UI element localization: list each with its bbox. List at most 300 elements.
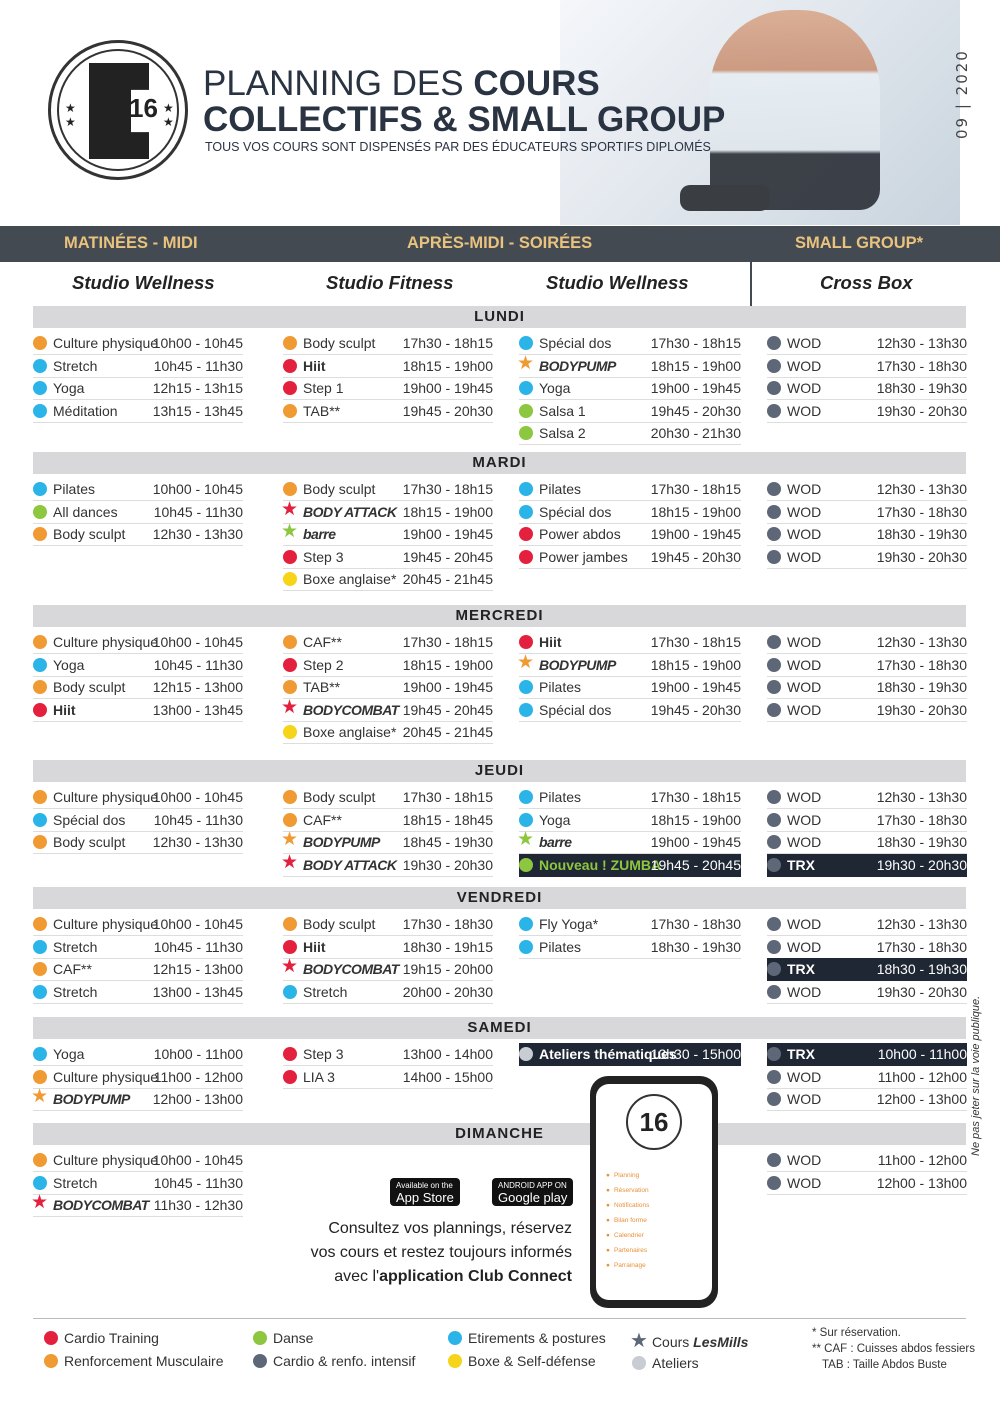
class-name: WOD [787,938,822,955]
class-slot [519,1043,741,1066]
class-slot [283,958,493,981]
app-menu-item[interactable] [606,1228,653,1243]
class-slot [519,400,741,423]
class-time: 10h45 - 11h30 [153,811,243,828]
class-time: 12h30 - 13h30 [152,526,243,543]
class-name: BODY ATTACK [303,503,397,520]
class-time: 19h00 - 19h45 [402,526,493,543]
class-name: BODYCOMBAT [53,1197,149,1214]
studio-wellness-am: Studio Wellness [72,272,215,293]
class-name: WOD [787,1152,822,1168]
class-name: BODYPUMP [303,834,380,851]
class-time: 10h00 - 11h00 [153,1046,243,1062]
class-time: 17h30 - 18h15 [650,335,741,351]
class-name: WOD [787,916,822,932]
category-dot [33,985,47,999]
star-icon: ★ ★ [65,101,76,129]
class-slot [33,1172,243,1195]
category-dot [283,359,297,373]
class-time: 10h00 - 10h45 [152,789,243,805]
class-name: Pilates [539,789,582,805]
class-slot [33,958,243,981]
class-slot [767,854,967,877]
category-dot [33,1153,47,1167]
category-dot [283,680,297,694]
category-dot [283,404,297,418]
class-name: WOD [787,335,822,351]
class-time: 19h30 - 20h30 [876,548,967,565]
class-time: 11h30 - 12h30 [153,1197,243,1214]
star-icon: ★ [281,521,299,543]
class-slot [519,332,741,355]
class-name: Nouveau ! ZUMBA [539,856,662,873]
legend-cardio-renfo: Cardio & renfo. intensif [253,1353,415,1369]
class-name: WOD [787,357,822,374]
category-dot [33,1047,47,1061]
class-slot [519,501,741,524]
class-name: Culture physique [53,789,159,805]
class-slot [33,913,243,936]
category-dot [283,336,297,350]
class-time: 19h15 - 20h00 [402,961,493,978]
day-header-vendredi: VENDREDI [33,887,966,909]
class-time: 10h00 - 10h45 [152,481,243,497]
class-name: Body sculpt [303,481,376,497]
category-dot [33,917,47,931]
google-play-badge[interactable] [492,1178,573,1206]
class-slot [767,913,967,936]
class-slot [33,654,243,677]
class-slot [519,831,741,854]
class-slot [283,721,493,744]
class-name: barre [539,834,572,851]
class-time: 17h30 - 18h30 [876,503,967,520]
class-name: WOD [787,834,822,851]
category-dot [519,550,533,564]
class-time: 12h00 - 13h00 [152,1091,243,1108]
menu-bullet-icon: ● [606,1247,610,1254]
class-time: 10h45 - 11h30 [153,1174,243,1191]
menu-label: Parrainage [613,1262,646,1269]
category-dot [283,482,297,496]
class-slot [767,546,967,569]
class-slot [519,676,741,699]
star-icon: ★ [281,851,299,873]
class-slot [33,1066,243,1089]
class-slot [33,1088,243,1111]
logo-number: 16 [129,93,158,123]
promo-line: avec l'application Club Connect [334,1268,572,1285]
category-dot [767,940,781,954]
class-name: Culture physique [53,916,159,932]
class-slot [767,958,967,981]
menu-label: Bilan forme [613,1217,647,1224]
class-slot [519,546,741,569]
category-dot [283,917,297,931]
class-slot [767,1149,967,1172]
class-name: Power abdos [539,526,621,543]
class-time: 20h45 - 21h45 [402,724,493,741]
category-dot [767,835,781,849]
class-name: All dances [53,503,118,520]
class-name: WOD [787,548,822,565]
class-name: WOD [787,380,822,397]
app-menu-item[interactable] [606,1183,653,1198]
class-time: 19h30 - 20h30 [876,983,967,1000]
google-play-small: ANDROID APP ON [498,1181,567,1190]
class-time: 19h00 - 19h45 [650,526,741,543]
class-name: WOD [787,983,822,1000]
class-name: WOD [787,1068,822,1085]
legend-divider [33,1318,966,1319]
app-menu-item[interactable] [606,1198,653,1213]
class-time: 17h30 - 18h15 [650,481,741,497]
class-time: 18h15 - 19h00 [402,357,493,374]
app-store-badge[interactable] [390,1178,460,1206]
class-time: 19h45 - 20h30 [402,402,493,419]
category-dot [767,635,781,649]
class-name: Pilates [539,481,582,497]
app-menu-item[interactable] [606,1258,653,1273]
category-dot [283,1047,297,1061]
category-dot [519,790,533,804]
menu-bullet-icon: ● [606,1232,610,1239]
category-dot [519,917,533,931]
category-dot [33,336,47,350]
class-name: Hiit [539,634,562,650]
category-dot [283,940,297,954]
category-dot [283,725,297,739]
class-name: Ateliers thématiques [539,1046,677,1062]
category-dot [519,703,533,717]
category-dot [33,790,47,804]
class-slot [767,400,967,423]
menu-bullet-icon: ● [606,1187,610,1194]
class-slot [283,523,493,546]
class-name: TAB** [303,402,341,419]
page-title-line1: PLANNING DES COURS [203,64,600,103]
class-name: WOD [787,481,822,497]
menu-label: Calendrier [613,1232,644,1239]
category-dot [283,658,297,672]
class-name: Pilates [539,679,582,696]
category-dot [283,550,297,564]
category-dot [767,527,781,541]
legend-ateliers: Ateliers [632,1355,699,1371]
category-dot [767,1092,781,1106]
class-time: 12h30 - 13h30 [876,789,967,805]
page-subtitle: TOUS VOS COURS SONT DISPENSÉS PAR DES ÉDUCATEURS SPORTIFS DIPLOMÉS [205,140,711,154]
class-slot [767,676,967,699]
class-time: 12h15 - 13h15 [152,380,243,397]
class-slot [33,936,243,959]
class-slot [767,501,967,524]
athlete-figure [710,10,880,210]
class-slot [33,400,243,423]
class-name: Salsa 2 [539,425,586,442]
phone-mockup [590,1076,718,1308]
class-time: 19h00 - 19h45 [650,834,741,851]
day-header-dimanche: DIMANCHE [33,1123,966,1145]
class-time: 19h00 - 19h45 [402,679,493,696]
class-name: WOD [787,634,822,650]
class-name: BODYPUMP [539,357,616,374]
class-slot [33,831,243,854]
category-dot [283,635,297,649]
class-name: Yoga [539,811,571,828]
class-name: Yoga [53,1046,85,1062]
band-small-group: SMALL GROUP* [795,234,924,252]
class-name: Culture physique [53,634,159,650]
class-time: 19h45 - 20h45 [650,856,741,873]
header [0,0,1000,225]
class-name: BODYCOMBAT [303,961,399,978]
phone-screen [596,1084,712,1300]
category-dot [767,790,781,804]
class-name: Boxe anglaise* [303,571,397,588]
class-time: 11h00 - 12h00 [877,1068,967,1085]
class-time: 17h30 - 18h30 [876,357,967,374]
class-time: 18h30 - 19h30 [876,679,967,696]
class-name: WOD [787,402,822,419]
footnote: TAB : Taille Abdos Buste [822,1359,947,1371]
category-dot [33,482,47,496]
app-menu-item[interactable] [606,1168,653,1183]
class-time: 17h30 - 18h15 [402,634,493,650]
class-slot [33,676,243,699]
class-time: 19h45 - 20h30 [650,402,741,419]
class-time: 18h15 - 19h00 [650,811,741,828]
class-time: 10h45 - 11h30 [153,357,243,374]
category-dot [767,505,781,519]
category-dot [767,1047,781,1061]
menu-bullet-icon: ● [606,1172,610,1179]
class-time: 18h15 - 19h00 [402,503,493,520]
class-slot [767,831,967,854]
class-name: Body sculpt [303,789,376,805]
class-slot [33,631,243,654]
class-slot [519,913,741,936]
class-slot [283,786,493,809]
class-time: 13h00 - 13h45 [152,701,243,718]
class-slot [283,631,493,654]
class-slot [767,355,967,378]
app-menu-item[interactable] [606,1213,653,1228]
menu-bullet-icon: ● [606,1262,610,1269]
category-dot [33,505,47,519]
class-name: Stretch [53,983,98,1000]
category-dot [767,1176,781,1190]
star-icon: ★ [281,696,299,718]
class-name: LIA 3 [303,1068,335,1085]
category-dot [33,962,47,976]
category-dot [767,985,781,999]
class-slot [33,1043,243,1066]
class-slot [519,809,741,832]
class-name: Culture physique [53,1152,159,1168]
class-time: 19h00 - 19h45 [650,679,741,696]
category-dot [767,1070,781,1084]
class-name: TRX [787,1046,815,1062]
class-slot [33,1194,243,1217]
class-time: 19h45 - 20h30 [650,701,741,718]
class-time: 13h15 - 13h45 [152,402,243,419]
day-header-samedi: SAMEDI [33,1017,966,1039]
class-name: Body sculpt [53,526,126,543]
class-time: 17h30 - 18h15 [402,481,493,497]
app-menu-item[interactable] [606,1243,653,1258]
category-dot [519,336,533,350]
class-name: WOD [787,526,822,543]
class-time: 17h30 - 18h30 [876,811,967,828]
class-time: 13h30 - 15h00 [650,1046,741,1062]
class-slot [519,523,741,546]
category-dot [33,527,47,541]
class-slot [33,355,243,378]
google-play-label: Google play [498,1190,568,1205]
menu-label: Réservation [613,1187,649,1194]
class-name: Yoga [53,380,85,397]
day-header-mardi: MARDI [33,452,966,474]
star-icon: ★ [281,956,299,978]
class-name: WOD [787,1091,822,1108]
category-dot [283,813,297,827]
category-dot [767,658,781,672]
category-dot [519,482,533,496]
class-name: Stretch [53,938,98,955]
category-dot [767,1153,781,1167]
class-time: 17h30 - 18h30 [650,916,741,932]
category-dot [767,381,781,395]
category-dot [283,985,297,999]
class-slot [767,1066,967,1089]
class-slot [281,851,493,877]
class-name: barre [303,526,336,543]
category-dot [767,359,781,373]
class-slot [283,1043,493,1066]
class-time: 19h30 - 20h30 [876,701,967,718]
legend-danse: Danse [253,1330,313,1346]
class-time: 18h30 - 19h30 [876,526,967,543]
class-time: 11h00 - 12h00 [877,1152,967,1168]
legend-renfo: Renforcement Musculaire [44,1353,224,1369]
class-name: WOD [787,701,822,718]
class-name: Pilates [539,938,582,955]
class-slot [767,478,967,501]
category-dot [33,813,47,827]
class-name: Méditation [53,402,118,419]
category-dot [519,404,533,418]
star-icon: ★ [517,352,535,374]
class-time: 11h00 - 12h00 [153,1068,243,1085]
class-name: Hiit [303,938,326,955]
star-icon: ★ [630,1330,648,1352]
class-time: 10h45 - 11h30 [153,656,243,673]
star-icon: ★ [281,498,299,520]
category-dot [767,404,781,418]
class-time: 18h15 - 19h00 [402,656,493,673]
class-slot [767,523,967,546]
class-name: Step 3 [303,548,344,565]
category-dot [519,680,533,694]
day-header-lundi: LUNDI [33,306,966,328]
class-slot [33,377,243,400]
class-slot [767,936,967,959]
class-slot [283,478,493,501]
class-time: 18h30 - 19h30 [876,961,967,978]
class-time: 19h45 - 20h45 [402,548,493,565]
category-dot [519,1047,533,1061]
class-name: BODYPUMP [539,656,616,673]
star-icon: ★ [31,1192,49,1214]
footnote: ** CAF : Cuisses abdos fessiers [812,1343,975,1355]
class-name: WOD [787,656,822,673]
class-time: 12h30 - 13h30 [876,481,967,497]
class-slot [767,699,967,722]
star-icon: ★ [281,829,299,851]
class-time: 10h00 - 11h00 [877,1046,967,1062]
class-slot [519,786,741,809]
class-slot [283,332,493,355]
class-slot [283,936,493,959]
class-time: 18h15 - 19h00 [650,656,741,673]
class-slot [283,355,493,378]
app-promo-text [250,1217,572,1289]
class-name: Body sculpt [303,335,376,351]
class-time: 20h00 - 20h30 [402,983,493,1000]
class-time: 18h30 - 19h15 [402,938,493,955]
class-name: Hiit [303,357,326,374]
class-slot [33,501,243,524]
studio-crossbox: Cross Box [820,272,913,293]
class-slot [33,981,243,1004]
class-time: 17h30 - 18h30 [402,916,493,932]
class-time: 17h30 - 18h30 [876,938,967,955]
class-name: Pilates [53,481,96,497]
class-time: 19h30 - 20h30 [402,856,493,873]
category-dot [33,359,47,373]
category-dot [767,482,781,496]
class-time: 17h30 - 18h15 [402,789,493,805]
category-dot [519,381,533,395]
class-slot [519,936,741,959]
app-logo: 16 [626,1094,682,1150]
class-time: 10h00 - 10h45 [152,634,243,650]
class-slot [283,809,493,832]
class-slot [519,854,741,877]
category-dot [33,703,47,717]
class-slot [283,913,493,936]
category-dot [33,404,47,418]
studio-fitness: Studio Fitness [326,272,454,293]
edition-date: 09 | 2020 [953,49,971,139]
class-name: CAF** [53,961,92,978]
class-name: Spécial dos [539,335,612,351]
class-name: WOD [787,1174,822,1191]
category-dot [767,336,781,350]
legend-cardio: Cardio Training [44,1330,159,1346]
class-time: 19h45 - 20h30 [650,548,741,565]
day-header-mercredi: MERCREDI [33,605,966,627]
class-name: Stretch [53,1174,98,1191]
category-dot [33,658,47,672]
class-name: BODYPUMP [53,1091,130,1108]
class-slot [767,786,967,809]
category-dot [33,680,47,694]
class-name: Hiit [53,701,76,718]
class-slot [33,699,243,722]
menu-label: Notifications [613,1202,650,1209]
